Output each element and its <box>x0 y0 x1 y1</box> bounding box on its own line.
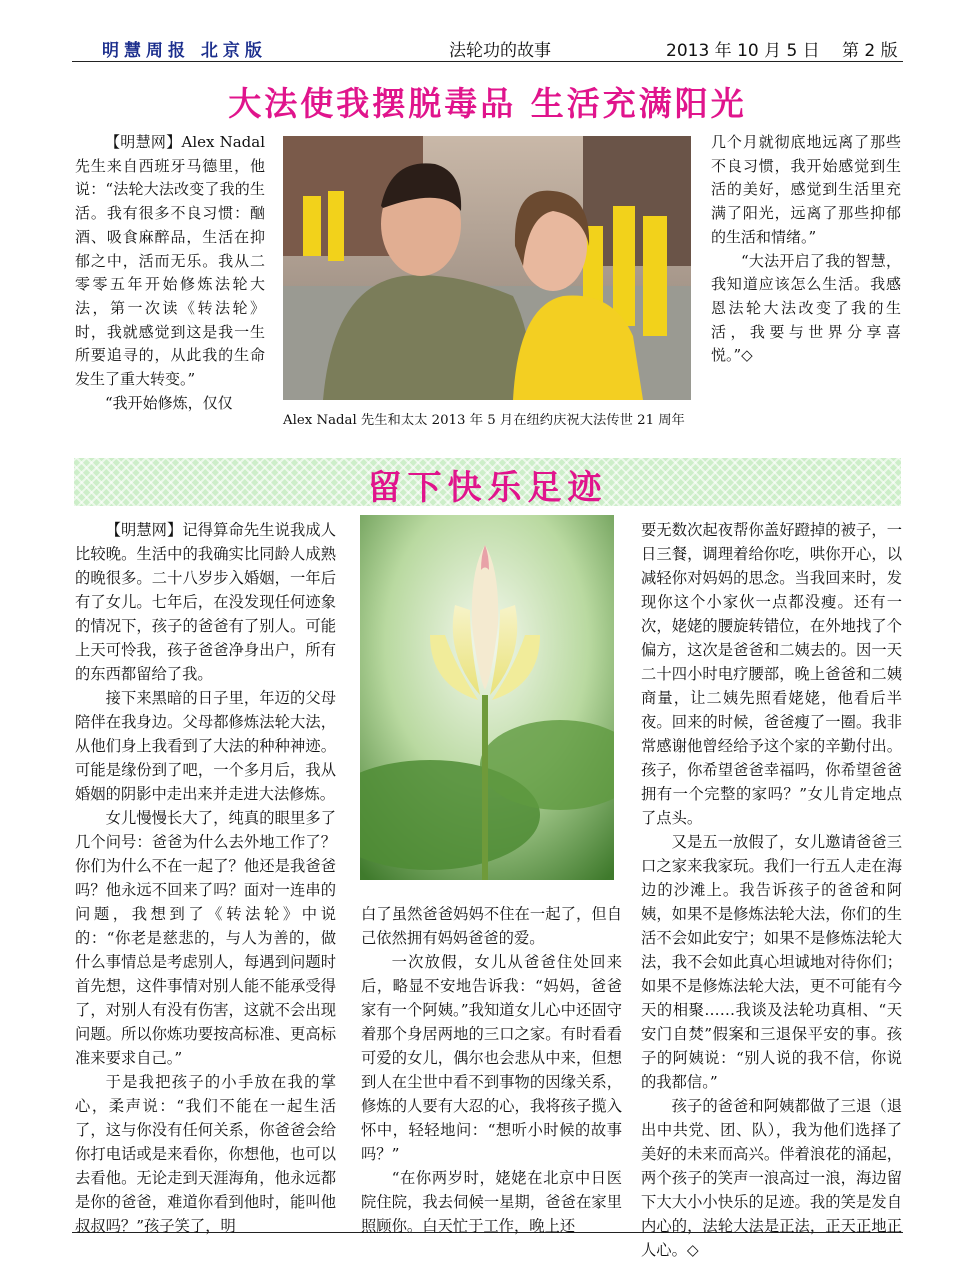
photo-caption: Alex Nadal 先生和太太 2013 年 5 月在纽约庆祝大法传世 21 周年 <box>283 413 685 428</box>
paragraph: 【明慧网】Alex Nadal 先生来自西班牙马德里，他说：“法轮大法改变了我的生活。我有很多不良习惯：酗酒、吸食麻醉品，生活在抑郁之中，活而无乐。我从二零零五年开始修炼法轮大法，第一次读《转法轮》时，我就感觉到这是我一生所要追寻的，从此我的生命发生了重大转变。” <box>75 133 265 389</box>
paragraph: 白了虽然爸爸妈妈不住在一起了，但自己依然拥有妈妈爸爸的爱。 <box>361 905 622 947</box>
paragraph: “大法开启了我的智慧，我知道应该怎么生活。我感恩法轮大法改变了我的生活，我要与世界分享喜悦。”◇ <box>711 251 901 365</box>
paragraph: 【明慧网】记得算命先生说我成人比较晚。生活中的我确实比同龄人成熟的晚很多。二十八岁步入婚姻，一年后有了女儿。七年后，在没发现任何迹象的情况下，孩子的爸爸有了别人。可能上天可怜我，孩子爸爸净身出户，所有的东西都留给了我。 <box>75 521 336 683</box>
paragraph: 一次放假，女儿从爸爸住处回来后，略显不安地告诉我：“妈妈，爸爸家有一个阿姨。”我知道女儿心中还固守着那个身居两地的三口之家。有时看看可爱的女儿，偶尔也会悲从中来，但想到人在尘世中看不到事物的因缘关系，修炼的人要有大忍的心，我将孩子揽入怀中，轻轻地问：“想听小时候的故事吗？” <box>361 953 622 1163</box>
lotus-photo <box>360 515 614 880</box>
paragraph: 要无数次起夜帮你盖好蹬掉的被子，一日三餐，调理着给你吃，哄你开心，以减轻你对妈妈的思念。当我回来时，发现你这个小家伙一点都没瘦。还有一次，姥姥的腰旋转错位，在外地找了个偏方，这次是爸爸和二姨去的。因一天二十四小时电疗腰部，晚上爸爸和二姨商量，让二姨先照看姥姥，他看后半夜。回来的时候，爸爸瘦了一圈。我非常感谢他曾经给予这个家的辛勤付出。孩子，你希望爸爸幸福吗，你希望爸爸拥有一个完整的家吗？”女儿肯定地点了点头。 <box>641 521 902 827</box>
article2-column-2 <box>361 902 622 1238</box>
paragraph: “我开始修炼，仅仅 <box>105 393 233 412</box>
issue-date: 2013 年 10 月 5 日 <box>666 41 820 61</box>
header-rule <box>72 61 903 62</box>
article2-title: 留下快乐足迹 <box>367 468 608 508</box>
article1-right-column <box>711 131 901 368</box>
paragraph: 又是五一放假了，女儿邀请爸爸三口之家来我家玩。我们一行五人走在海边的沙滩上。我告诉孩子的爸爸和阿姨，如果不是修炼法轮大法，你们的生活不会如此安宁；如果不是修炼法轮大法，我不会如此真心坦诚地对待你们；如果不是修炼法轮大法，更不可能有今天的相聚……我谈及法轮功真相、“天安门自焚”假案和三退保平安的事。孩子的阿姨说：“别人说的我不信，你说的我都信。” <box>641 833 902 1091</box>
paragraph: 接下来黑暗的日子里，年迈的父母陪伴在我身边。父母都修炼法轮大法，从他们身上我看到了大法的种种神迹。可能是缘份到了吧，一个多月后，我从婚姻的阴影中走出来并走进大法修炼。 <box>75 689 336 803</box>
section-title: 法轮功的故事 <box>449 41 551 61</box>
article2-column-3 <box>641 518 902 1262</box>
article2-column-1 <box>75 518 336 1238</box>
paragraph: 孩子的爸爸和阿姨都做了三退（退出中共党、团、队），我为他们选择了美好的未来而高兴。伴着浪花的涌起，两个孩子的笑声一浪高过一浪，海边留下大大小小快乐的足迹。我的笑是发自内心的，法轮大法是正法，正天正地正人心。◇ <box>641 1097 902 1259</box>
couple-photo <box>283 136 691 400</box>
masthead-brand: 明慧周报 北京版 <box>102 41 267 61</box>
paragraph: 于是我把孩子的小手放在我的掌心，柔声说：“我们不能在一起生活了，这与你没有任何关系，你爸爸会给你打电话或是来看你，你想他，也可以去看他。无论走到天涯海角，他永远都是你的爸爸，难道你看到他时，能叫他叔叔吗？”孩子笑了，明 <box>75 1073 336 1235</box>
page-number: 第 2 版 <box>842 41 898 61</box>
paragraph: “在你两岁时，姥姥在北京中日医院住院，我去伺候一星期，爸爸在家里照顾你。白天忙于工作，晚上还 <box>361 1169 622 1235</box>
article1-title: 大法使我摆脱毒品 生活充满阳光 <box>228 84 747 123</box>
paragraph: 几个月就彻底地远离了那些不良习惯，我开始感觉到生活的美好，感觉到生活里充满了阳光，远离了那些抑郁的生活和情绪。” <box>711 133 901 246</box>
article1-left-column <box>75 131 265 415</box>
paragraph: 女儿慢慢长大了，纯真的眼里多了几个问号：爸爸为什么去外地工作了？你们为什么不在一起了？他还是我爸爸吗？他永远不回来了吗？面对一连串的问题，我想到了《转法轮》中说的：“你老是慈悲的，与人为善的，做什么事情总是考虑别人，每遇到问题时首先想，这件事情对别人能不能承受得了，对别人有没有伤害，这就不会出现问题。所以你炼功要按高标准、更高标准来要求自己。” <box>75 809 336 1067</box>
footer-rule <box>72 1232 903 1233</box>
